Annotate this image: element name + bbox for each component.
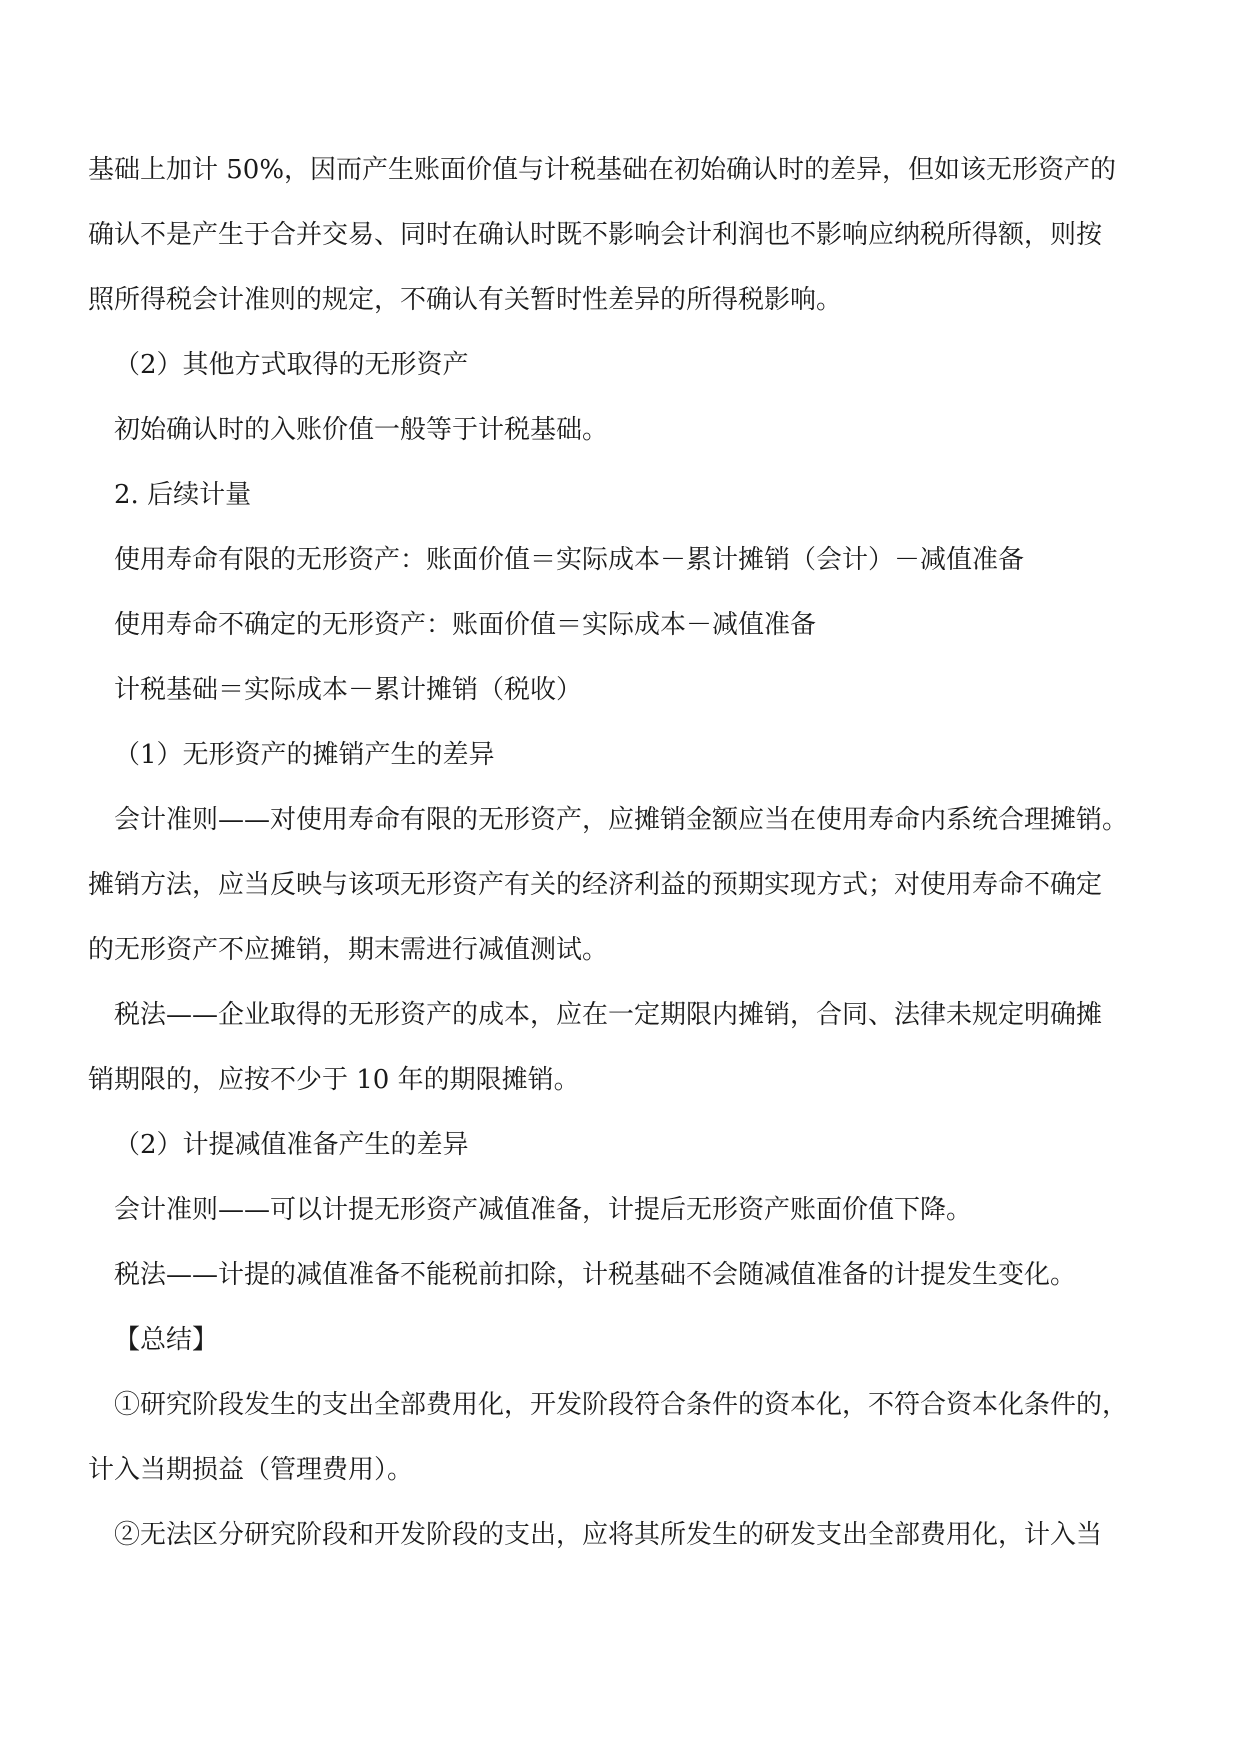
formula-finite-life: 使用寿命有限的无形资产：账面价值＝实际成本－累计摊销（会计）－减值准备 <box>114 545 1025 575</box>
paragraph-5: 会计准则——对使用寿命有限的无形资产，应摊销金额应当在使用寿命内系统合理摊销。 <box>114 805 1129 835</box>
summary-heading: 【总结】 <box>114 1325 219 1355</box>
subheading-amortization-difference: （1）无形资产的摊销产生的差异 <box>114 740 495 770</box>
paragraph-8: 税法——企业取得的无形资产的成本，应在一定期限内摊销，合同、法律未规定明确摊 <box>114 1000 1103 1030</box>
document-body <box>88 152 1158 1582</box>
paragraph-10: 会计准则——可以计提无形资产减值准备，计提后无形资产账面价值下降。 <box>114 1195 973 1225</box>
paragraph-3: 照所得税会计准则的规定，不确认有关暂时性差异的所得税影响。 <box>88 285 843 315</box>
subheading-other-acquisition: （2）其他方式取得的无形资产 <box>114 350 469 380</box>
subheading-impairment-difference: （2）计提减值准备产生的差异 <box>114 1130 469 1160</box>
summary-item-1-continued: 计入当期损益（管理费用）。 <box>88 1455 414 1485</box>
heading-subsequent-measurement: 2. 后续计量 <box>114 480 252 510</box>
summary-item-2: ②无法区分研究阶段和开发阶段的支出，应将其所发生的研发支出全部费用化，计入当 <box>114 1520 1103 1550</box>
paragraph-11: 税法——计提的减值准备不能税前扣除，计税基础不会随减值准备的计提发生变化。 <box>114 1260 1077 1290</box>
summary-item-1: ①研究阶段发生的支出全部费用化，开发阶段符合条件的资本化，不符合资本化条件的， <box>114 1390 1129 1420</box>
paragraph-7: 的无形资产不应摊销，期末需进行减值测试。 <box>88 935 609 965</box>
formula-tax-base: 计税基础＝实际成本－累计摊销（税收） <box>114 675 583 705</box>
paragraph-6: 摊销方法，应当反映与该项无形资产有关的经济利益的预期实现方式；对使用寿命不确定 <box>88 870 1103 900</box>
formula-indefinite-life: 使用寿命不确定的无形资产：账面价值＝实际成本－减值准备 <box>114 610 817 640</box>
paragraph-2: 确认不是产生于合并交易、同时在确认时既不影响会计利润也不影响应纳税所得额，则按 <box>88 220 1103 250</box>
paragraph-4: 初始确认时的入账价值一般等于计税基础。 <box>114 415 609 445</box>
paragraph-9: 销期限的，应按不少于 10 年的期限摊销。 <box>88 1065 580 1095</box>
paragraph-1: 基础上加计 50%，因而产生账面价值与计税基础在初始确认时的差异，但如该无形资产的 <box>88 155 1117 185</box>
